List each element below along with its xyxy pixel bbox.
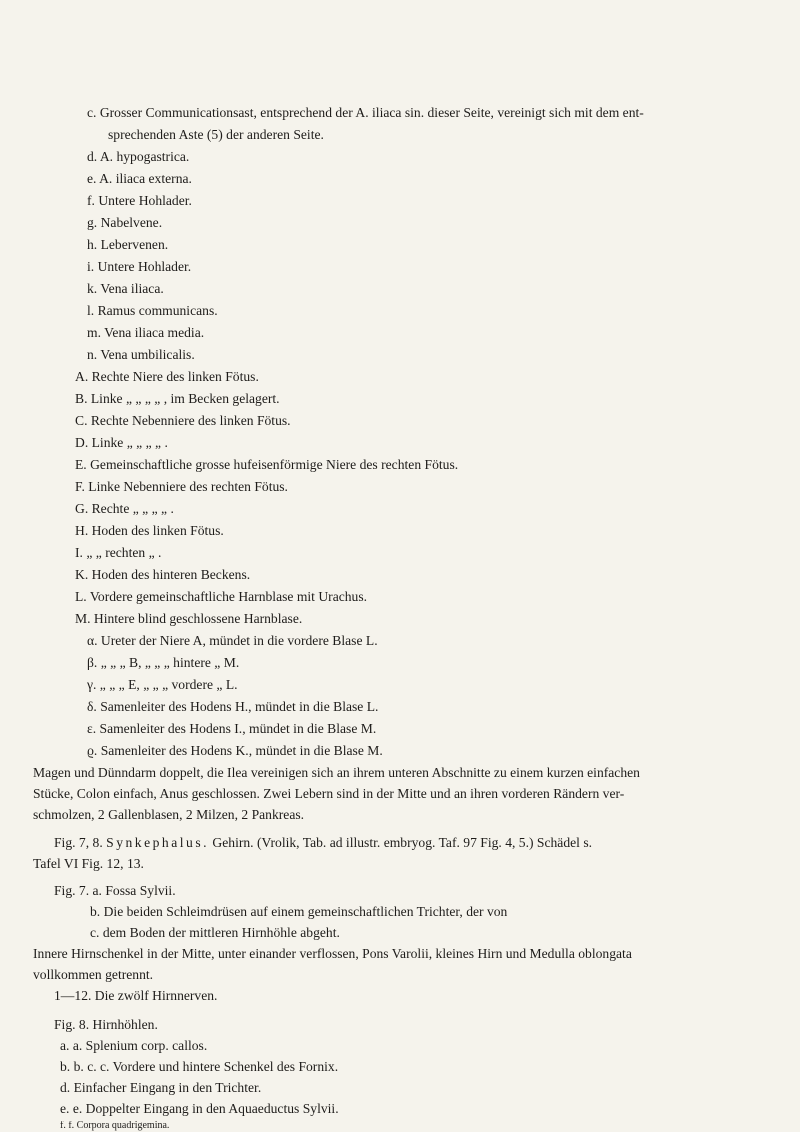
fig78-heading: [54, 834, 592, 852]
legend-e: e. A. iliaca externa.: [87, 171, 192, 186]
legend-K: K. Hoden des hinteren Beckens.: [75, 567, 251, 582]
legend-h: h. Lebervenen.: [87, 237, 169, 252]
legend-alpha: α. Ureter der Niere A, mündet in die vordere Blase L.: [87, 633, 378, 648]
legend-beta: β. „ „ „ B, „ „ „ hintere „ M.: [87, 655, 240, 670]
legend-E: E. Gemeinschaftliche grosse hufeisenförmige Niere des rechten Fötus.: [75, 457, 459, 472]
legend-I: I. „ „ rechten „ .: [75, 545, 162, 560]
legend-n: n. Vena umbilicalis.: [87, 347, 195, 362]
fig7-b: b. Die beiden Schleimdrüsen auf einem gemeinschaftlichen Trichter, der von: [90, 904, 508, 919]
fig7-a: Fig. 7. a. Fossa Sylvii.: [54, 883, 176, 898]
legend-A: A. Rechte Niere des linken Fötus.: [75, 369, 259, 384]
legend-l: l. Ramus communicans.: [87, 303, 218, 318]
legend-G: G. Rechte „ „ „ „ .: [75, 501, 174, 516]
fig8-a: a. a. Splenium corp. callos.: [60, 1038, 208, 1053]
legend-c-cont: sprechenden Aste (5) der anderen Seite.: [108, 127, 324, 142]
legend-H: H. Hoden des linken Fötus.: [75, 523, 224, 538]
fig8-title: Fig. 8. Hirnhöhlen.: [54, 1017, 158, 1032]
legend-k: k. Vena iliaca.: [87, 281, 164, 296]
legend-c: c. Grosser Communicationsast, entsprechend der A. iliaca sin. dieser Seite, vereinigt sich mit dem ent-: [87, 105, 644, 120]
legend-m: m. Vena iliaca media.: [87, 325, 205, 340]
legend-M: M. Hintere blind geschlossene Harnblase.: [75, 611, 303, 626]
paragraph-line-3: schmolzen, 2 Gallenblasen, 2 Milzen, 2 Pankreas.: [33, 807, 305, 822]
fig7-nerves: 1—12. Die zwölf Hirnnerven.: [54, 988, 218, 1003]
legend-gamma: γ. „ „ „ E, „ „ „ vordere „ L.: [87, 677, 238, 692]
legend-rho: ϱ. Samenleiter des Hodens K., mündet in die Blase M.: [87, 743, 383, 758]
legend-f: f. Untere Hohlader.: [87, 193, 192, 208]
fig78-name: Synkephalus.: [106, 835, 210, 850]
fig8-f: f. f. Corpora quadrigemina.: [60, 1121, 170, 1131]
legend-delta: δ. Samenleiter des Hodens H., mündet in die Blase L.: [87, 699, 379, 714]
legend-epsilon: ε. Samenleiter des Hodens I., mündet in die Blase M.: [87, 721, 377, 736]
legend-D: D. Linke „ „ „ „ .: [75, 435, 168, 450]
legend-F: F. Linke Nebenniere des rechten Fötus.: [75, 479, 288, 494]
fig7-c: c. dem Boden der mittleren Hirnhöhle abgeht.: [90, 925, 340, 940]
fig78-rest: Gehirn. (Vrolik, Tab. ad illustr. embryog. Taf. 97 Fig. 4, 5.) Schädel s.: [212, 835, 593, 850]
fig8-e: e. e. Doppelter Eingang in den Aquaeductus Sylvii.: [60, 1101, 339, 1116]
legend-i: i. Untere Hohlader.: [87, 259, 192, 274]
fig8-b: b. b. c. c. Vordere und hintere Schenkel des Fornix.: [60, 1059, 339, 1074]
legend-L: L. Vordere gemeinschaftliche Harnblase mit Urachus.: [75, 589, 368, 604]
paragraph-line-2: Stücke, Colon einfach, Anus geschlossen. Zwei Lebern sind in der Mitte und an ihren vorderen Rändern ver-: [33, 786, 625, 801]
fig78-line2: Tafel VI Fig. 12, 13.: [33, 856, 144, 871]
fig8-d: d. Einfacher Eingang in den Trichter.: [60, 1080, 262, 1095]
paragraph-line-1: Magen und Dünndarm doppelt, die Ilea vereinigen sich an ihrem unteren Abschnitte zu einem kurzen einfachen: [33, 765, 640, 780]
legend-d: d. A. hypogastrica.: [87, 149, 190, 164]
fig7-paragraph-1: Innere Hirnschenkel in der Mitte, unter einander verflossen, Pons Varolii, kleines Hirn und Medulla oblongata: [33, 946, 632, 961]
legend-B: B. Linke „ „ „ „ , im Becken gelagert.: [75, 391, 280, 406]
fig7-paragraph-2: vollkommen getrennt.: [33, 967, 154, 982]
legend-C: C. Rechte Nebenniere des linken Fötus.: [75, 413, 291, 428]
fig78-prefix: Fig. 7, 8.: [54, 835, 103, 850]
legend-g: g. Nabelvene.: [87, 215, 163, 230]
